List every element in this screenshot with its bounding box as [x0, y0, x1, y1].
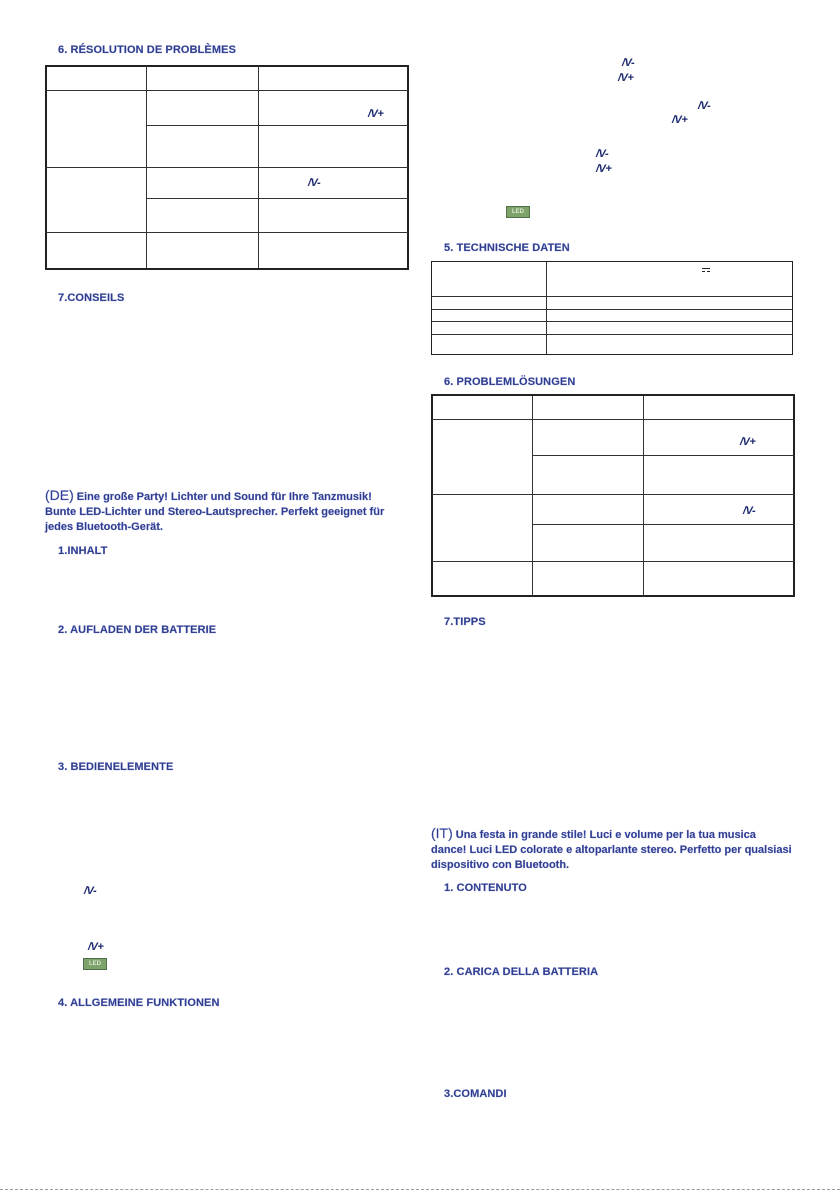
de-troubleshooting-heading: 6. PROBLEMLÖSUNGEN	[444, 376, 576, 388]
volume-up-label: /V+	[618, 72, 634, 84]
de-controls-heading: 3. BEDIENELEMENTE	[58, 761, 174, 773]
dc-symbol-icon	[702, 268, 710, 272]
de-intro	[45, 488, 405, 535]
it-intro-text: Una festa in grande stile! Luci e volume per la tua musica dance! Luci LED colorate e altoparlante stereo. Perfetto per qualsiasi dispositivo con Bluetooth.	[431, 829, 792, 871]
volume-down-label: /V-	[84, 885, 97, 897]
volume-up-label: /V+	[740, 436, 756, 448]
table-rule	[432, 309, 792, 310]
table-rule	[532, 524, 794, 525]
volume-up-label: /V+	[672, 114, 688, 126]
table-rule	[258, 66, 259, 269]
led-button-icon: LED	[506, 206, 530, 218]
de-charging-heading: 2. AUFLADEN DER BATTERIE	[58, 624, 217, 636]
de-language-code: (DE)	[45, 487, 74, 503]
table-border	[431, 261, 793, 355]
volume-up-label: /V+	[368, 108, 384, 120]
volume-up-label: /V+	[596, 163, 612, 175]
table-rule	[432, 494, 794, 495]
volume-down-label: /V-	[596, 148, 609, 160]
table-border	[431, 394, 795, 597]
it-charging-heading: 2. CARICA DELLA BATTERIA	[444, 966, 599, 978]
volume-down-label: /V-	[622, 57, 635, 69]
it-contents-heading: 1. CONTENUTO	[444, 882, 527, 894]
fr-troubleshooting-heading: 6. RÉSOLUTION DE PROBLÈMES	[58, 44, 237, 56]
table-rule	[432, 296, 792, 297]
de-general-heading: 4. ALLGEMEINE FUNKTIONEN	[58, 997, 220, 1009]
fr-tips-heading: 7.CONSEILS	[58, 292, 125, 304]
it-controls-heading: 3.COMANDI	[444, 1088, 507, 1100]
table-rule	[546, 262, 547, 354]
de-contents-heading: 1.INHALT	[58, 545, 108, 557]
volume-down-label: /V-	[308, 177, 321, 189]
volume-down-label: /V-	[743, 505, 756, 517]
led-button-icon: LED	[83, 958, 107, 970]
table-rule	[532, 455, 794, 456]
table-rule	[432, 561, 794, 562]
it-language-code: (IT)	[431, 825, 453, 841]
volume-down-label: /V-	[698, 100, 711, 112]
table-rule	[46, 232, 408, 233]
de-specs-heading: 5. TECHNISCHE DATEN	[444, 242, 570, 254]
volume-up-label: /V+	[88, 941, 104, 953]
table-rule	[532, 395, 533, 596]
table-rule	[46, 167, 408, 168]
table-rule	[46, 90, 408, 91]
table-rule	[432, 321, 792, 322]
table-rule	[146, 125, 408, 126]
it-intro	[431, 826, 793, 873]
page-bottom-divider	[0, 1189, 840, 1190]
de-tips-heading: 7.TIPPS	[444, 616, 486, 628]
table-rule	[146, 198, 408, 199]
de-intro-text: Eine große Party! Lichter und Sound für Ihre Tanzmusik! Bunte LED-Lichter und Stereo-Lautsprecher. Perfekt geeignet für jedes Bluetooth-Gerät.	[45, 491, 385, 533]
table-rule	[432, 334, 792, 335]
table-rule	[643, 395, 644, 596]
table-rule	[432, 419, 794, 420]
table-rule	[146, 66, 147, 269]
